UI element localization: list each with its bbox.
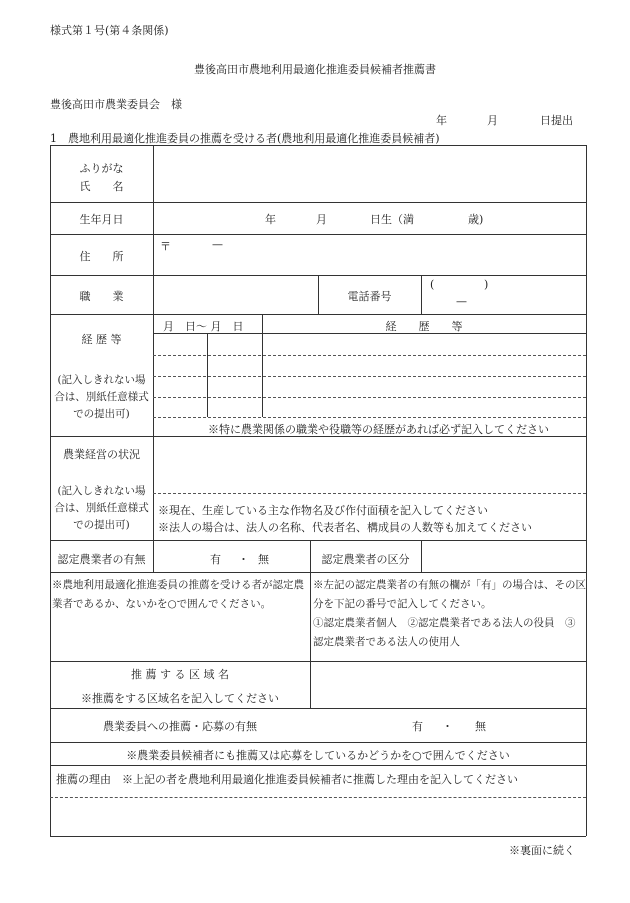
farm-status-field[interactable]: [158, 440, 582, 490]
farm-note-line2: 合は、別紙任意様式: [54, 502, 149, 514]
career-period-header: 月 日〜 月 日: [163, 320, 244, 333]
career-detail-header: 経 歴 等: [385, 320, 463, 333]
note-left-line2: 業者であるか、ないかを○で囲んでください。: [52, 598, 272, 610]
district-label: 推 薦 す る 区 域 名: [131, 668, 229, 681]
certified-type-field[interactable]: [425, 544, 582, 569]
phone-paren-close: ): [484, 278, 489, 291]
certified-no-option[interactable]: 無: [258, 553, 269, 566]
furigana-label: ふりがな: [79, 162, 124, 175]
district-note: ※推薦をする区域名を記入してください: [81, 692, 279, 705]
phone-dash: —: [456, 295, 467, 308]
note-right-line3: ①認定農業者個人 ②認定農業者である法人の役員 ③: [313, 617, 576, 629]
committee-separator: ・: [442, 720, 453, 733]
age-unit-label: 歳): [468, 213, 484, 226]
committee-note: ※農業委員候補者にも推薦又は応募をしているかどうかを○で囲んでください: [126, 749, 510, 762]
career-note-line3: での提出可): [73, 408, 130, 420]
farm-status-label: 農業経営の状況: [63, 448, 140, 461]
farm-instruction-1: ※現在、生産している主な作物名及び作付面積を記入してください: [158, 504, 488, 517]
name-label: 氏 名: [79, 180, 124, 193]
birth-year-label: 年: [265, 213, 276, 226]
birth-month-label: 月: [316, 213, 327, 226]
phone-paren-open: (: [430, 278, 435, 291]
date-year-label: 年: [436, 114, 447, 127]
committee-label: 農業委員への推薦・応募の有無: [103, 720, 257, 733]
phone-label: 電話番号: [347, 290, 392, 303]
occupation-label: 職 業: [79, 290, 124, 303]
certified-separator: ・: [238, 553, 249, 566]
address-field[interactable]: [158, 252, 582, 272]
note-right-line4: 認定農業者である法人の使用人: [313, 636, 460, 648]
reason-field[interactable]: [55, 800, 581, 832]
district-field[interactable]: [315, 665, 582, 705]
committee-yes-option[interactable]: 有: [412, 720, 423, 733]
career-label: 経 歴 等: [81, 333, 122, 346]
section-1-heading: 1 農地利用最適化推進委員の推薦を受ける者(農地利用最適化推進委員候補者): [50, 132, 440, 145]
postal-dash: —: [212, 238, 223, 251]
form-number: 様式第１号(第４条関係): [50, 24, 169, 37]
career-note-line2: 合は、別紙任意様式: [54, 391, 149, 403]
document-title: 豊後高田市農地利用最適化推進委員候補者推薦書: [194, 63, 436, 76]
date-month-label: 月: [487, 114, 498, 127]
address-label: 住 所: [79, 250, 124, 263]
certified-farmer-label: 認定農業者の有無: [57, 553, 146, 566]
committee-no-option[interactable]: 無: [475, 720, 486, 733]
note-right-line2: 分を下記の番号で記入してください。: [313, 598, 492, 610]
addressee: 豊後高田市農業委員会 様: [50, 98, 182, 111]
continued-note: ※裏面に続く: [509, 844, 575, 857]
farm-instruction-2: ※法人の場合は、法人の名称、代表者名、構成員の人数等も加えてください: [158, 521, 532, 534]
certified-yes-option[interactable]: 有: [210, 553, 221, 566]
career-note-line1: (記入しきれない場: [57, 374, 146, 386]
birth-day-age-label: 日生（満: [370, 213, 414, 226]
farm-note-line3: での提出可): [73, 519, 130, 531]
occupation-field[interactable]: [158, 279, 314, 311]
certified-type-label: 認定農業者の区分: [321, 553, 410, 566]
name-field[interactable]: [158, 150, 582, 198]
career-footer-note: ※特に農業関係の職業や役職等の経歴があれば必ず記入してください: [208, 423, 549, 436]
birthdate-label: 生年月日: [79, 213, 124, 226]
date-submitted-label: 日提出: [540, 114, 573, 127]
note-right-line1: ※左記の認定農業者の有無の欄が「有」の場合は、その区: [313, 579, 586, 591]
note-left-line1: ※農地利用最適化推進委員の推薦を受ける者が認定農: [52, 579, 304, 591]
reason-label: 推薦の理由 ※上記の者を農地利用最適化推進委員候補者に推薦した理由を記入してください: [56, 773, 518, 786]
farm-note-line1: (記入しきれない場: [57, 485, 146, 497]
postal-mark: 〒: [160, 240, 171, 253]
